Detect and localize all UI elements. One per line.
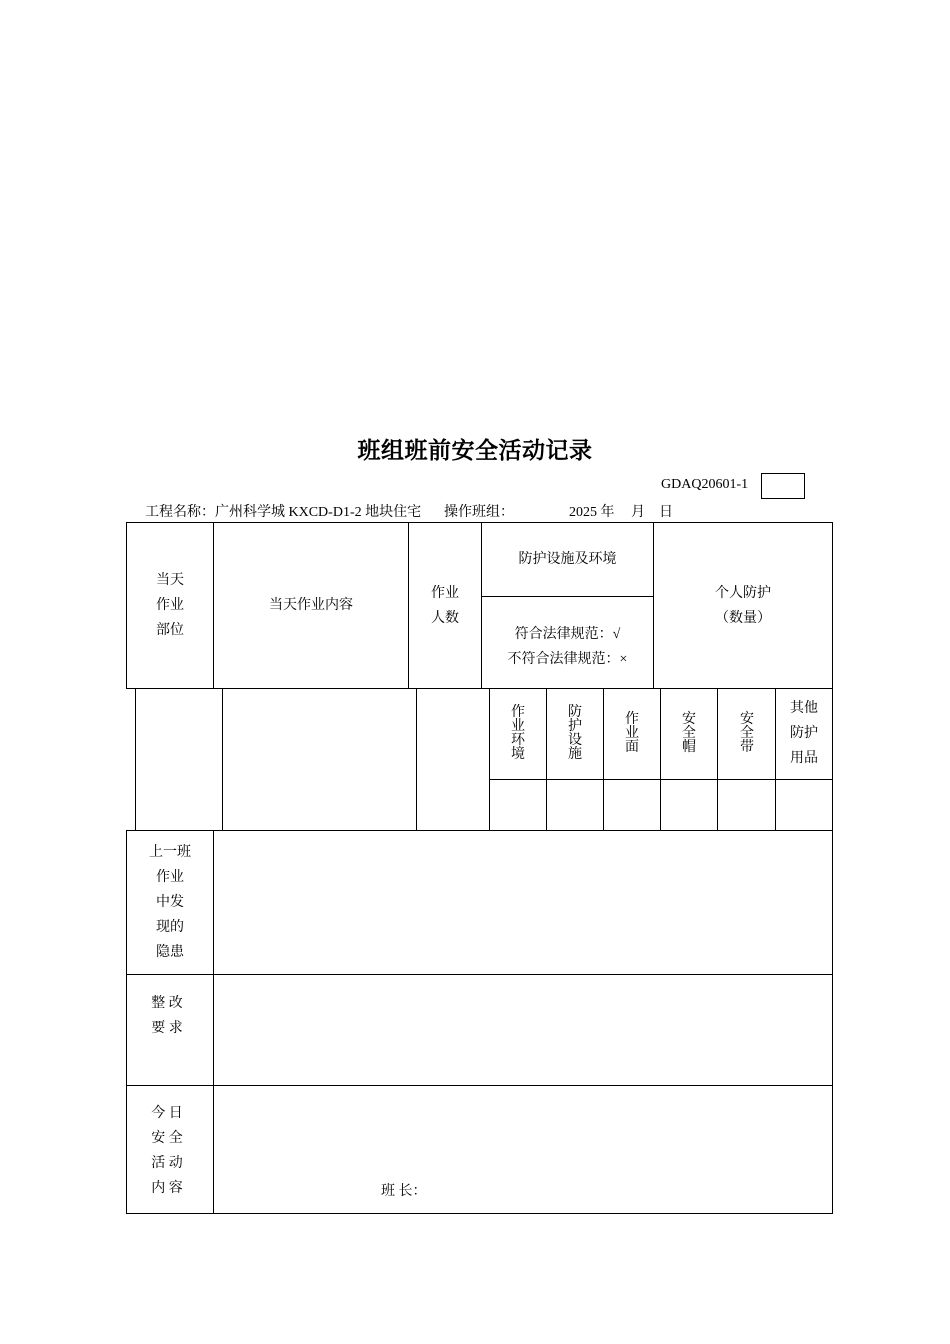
form-code: GDAQ20601-1 [661, 477, 749, 492]
work-location-header: 当天 作业 部位 [156, 573, 184, 638]
year-label: 2025 年 [569, 505, 615, 520]
activity-label: 今 日 安 全 活 动 内 容 [151, 1106, 183, 1196]
headcount-header: 作业 人数 [431, 585, 459, 626]
month-label: 月 [631, 505, 645, 520]
page-title: 班组班前安全活动记录 [357, 438, 593, 464]
team-label: 操作班组： [444, 505, 514, 520]
subheader-safety-helmet: 安 全 帽 [682, 712, 696, 755]
work-content-header: 当天作业内容 [269, 598, 353, 613]
project-label: 工程名称： [145, 505, 215, 520]
hazards-label: 上一班 作业 中发 现的 隐患 [149, 845, 191, 960]
protection-environment-header: 防护设施及环境 [518, 552, 617, 567]
compliance-legend: 符合法律规范：√ 不符合法律规范：× [507, 626, 628, 667]
day-label: 日 [659, 505, 673, 520]
subheader-protection-facilities: 防 护 设 施 [568, 705, 582, 762]
project-name: 广州科学城 KXCD-D1-2 地块住宅 [215, 505, 422, 520]
form-code-box[interactable] [761, 473, 805, 499]
rectify-label: 整 改 要 求 [151, 996, 183, 1036]
subheader-other-protection: 其他 防护 用品 [790, 701, 818, 766]
subheader-work-surface: 作 业 面 [625, 712, 639, 755]
subheader-work-environment: 作 业 环 境 [511, 705, 525, 762]
subheader-safety-belt: 安 全 带 [740, 712, 754, 755]
personal-protection-header: 个人防护 （数量） [715, 585, 771, 626]
team-leader-label: 班 长： [381, 1184, 427, 1199]
